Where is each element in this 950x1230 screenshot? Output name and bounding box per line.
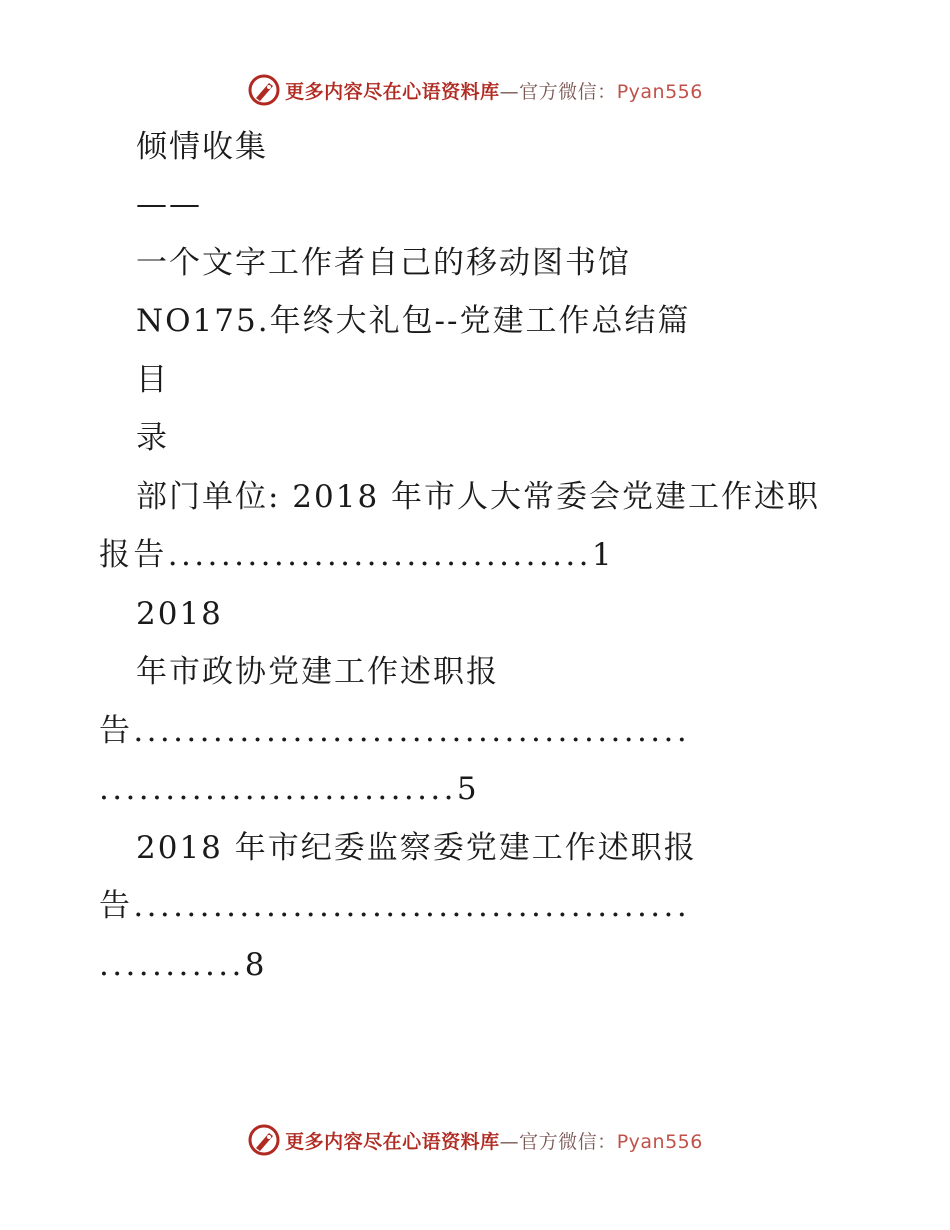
- toc-entry-2-page: ...........................5: [99, 771, 480, 807]
- pen-nib-circle-icon: [247, 1123, 281, 1157]
- toc-entry-1-title: 部门单位: 2018 年市人大常委会党建工作述职: [136, 479, 821, 515]
- toc-entry-3-page: ...........8: [99, 947, 268, 983]
- toc-entry-1-leader: 报告................................1: [99, 537, 616, 573]
- banner-wechat-label: 官方微信：: [519, 80, 617, 103]
- footer-banner: [0, 1120, 950, 1160]
- banner-text: [285, 77, 703, 104]
- pen-nib-circle-icon: [247, 73, 281, 107]
- toc-entry-3-leader: 告..........................................: [99, 888, 691, 924]
- toc-heading-char1: 目: [136, 362, 169, 398]
- toc-entry-3-title: 2018 年市纪委监察委党建工作述职报: [136, 830, 697, 866]
- banner-separator: —: [499, 1130, 520, 1153]
- banner-wechat-id: Pyan556: [616, 80, 703, 103]
- banner-wechat-id: Pyan556: [616, 1130, 703, 1153]
- toc-entry-2-leader: 告..........................................: [99, 713, 691, 749]
- toc-entry-2-year: 2018: [136, 596, 223, 632]
- toc-entry-2-title: 年市政协党建工作述职报: [136, 654, 499, 690]
- document-title: NO175.年终大礼包--党建工作总结篇: [136, 303, 691, 339]
- collection-heading: 倾情收集: [136, 129, 268, 165]
- heading-dash: ——: [136, 186, 202, 222]
- subtitle: 一个文字工作者自己的移动图书馆: [136, 245, 631, 281]
- header-banner: [0, 70, 950, 110]
- banner-text: [285, 1127, 703, 1154]
- banner-wechat-label: 官方微信：: [519, 1130, 617, 1153]
- banner-separator: —: [499, 80, 520, 103]
- banner-site-name: 更多内容尽在心语资料库: [285, 1130, 500, 1153]
- banner-site-name: 更多内容尽在心语资料库: [285, 80, 500, 103]
- toc-heading-char2: 录: [136, 420, 169, 456]
